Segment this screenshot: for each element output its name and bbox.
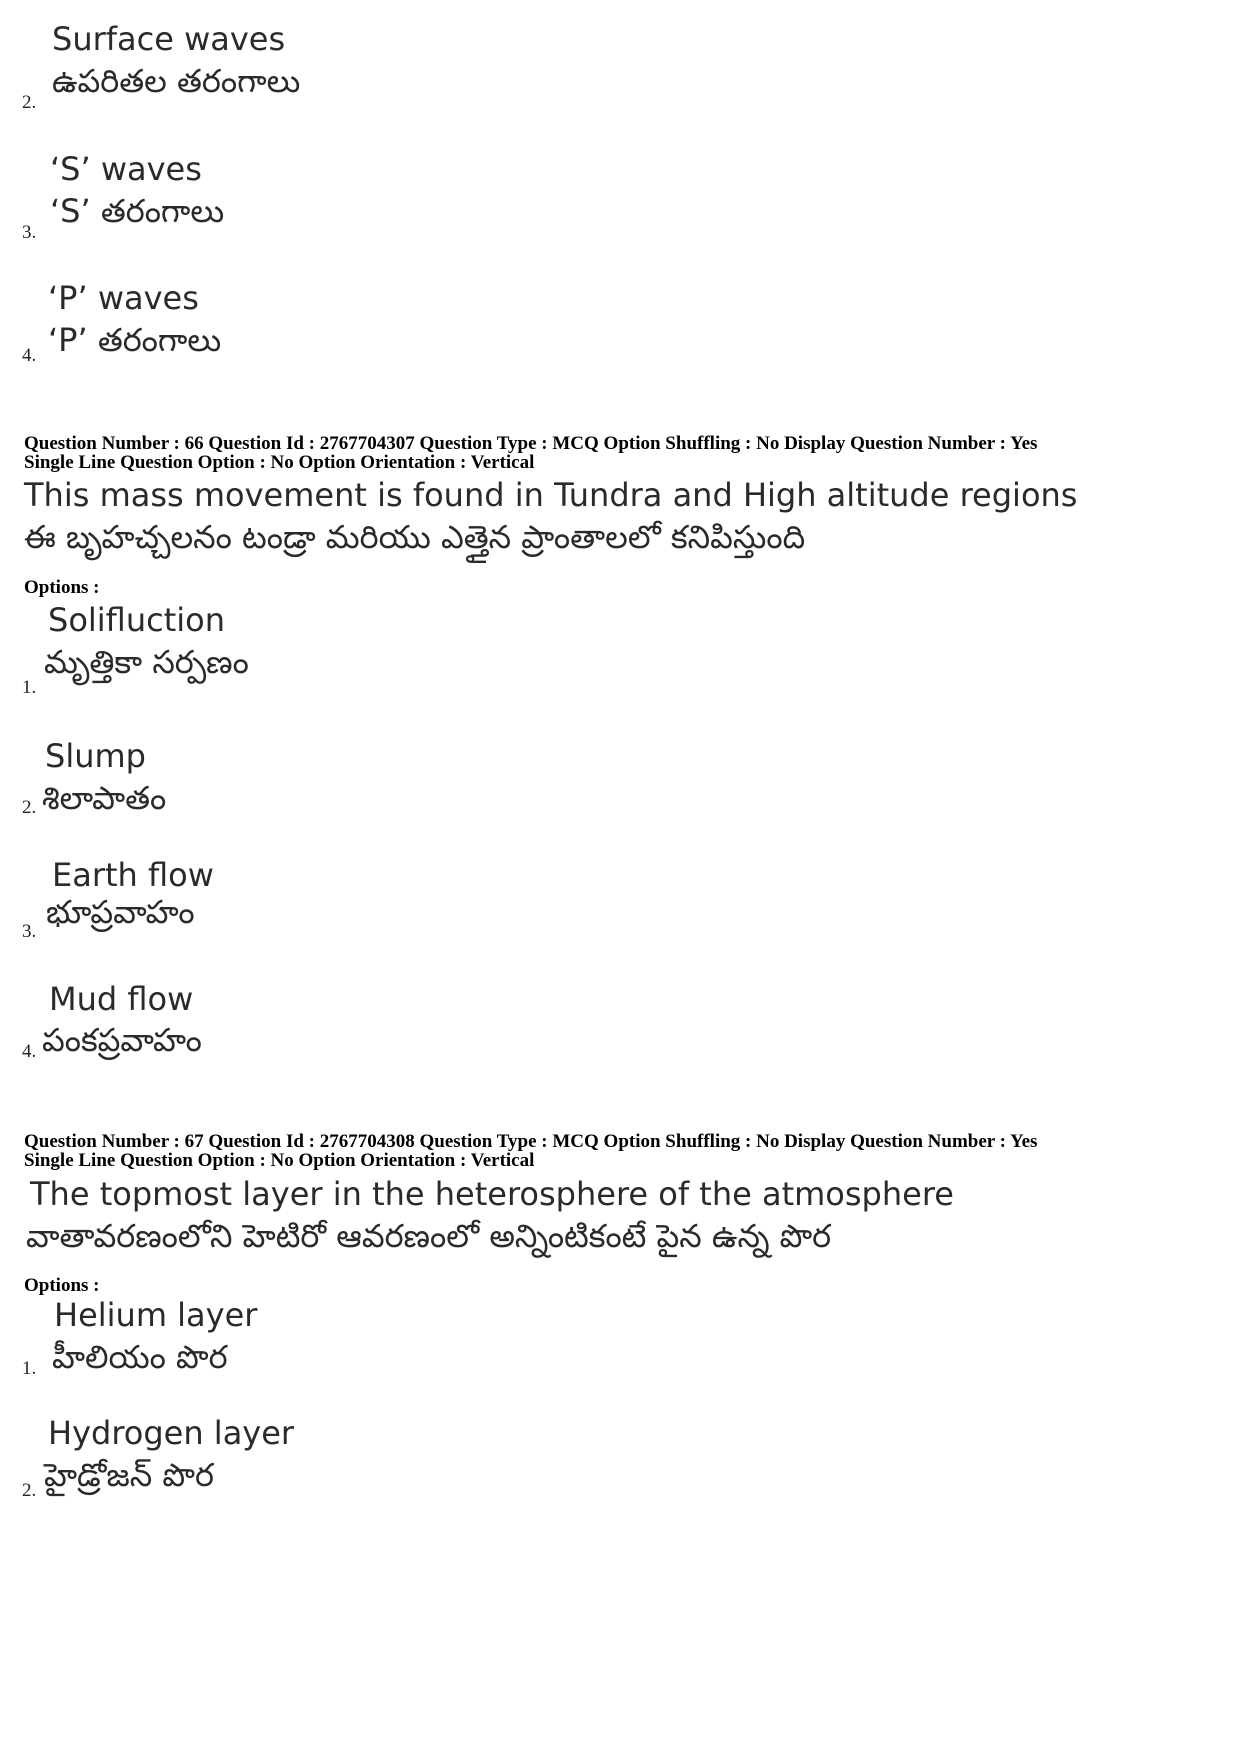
- option-number: 3.: [22, 921, 37, 942]
- option-number: 2.: [22, 797, 37, 818]
- option-number: 4.: [22, 345, 37, 366]
- option-number: 1.: [22, 677, 37, 698]
- option-text-english: Hydrogen layer: [48, 1414, 295, 1452]
- option-number: 1.: [22, 1358, 37, 1379]
- option-text-english: Solifluction: [48, 601, 225, 639]
- question-text-english: The topmost layer in the heterosphere of the atmosphere: [30, 1175, 954, 1213]
- question-meta-line-1: Question Number : 66 Question Id : 2767704307 Question Type : MCQ Option Shuffling : No Display Question Number : Yes: [24, 433, 1038, 454]
- option-text-telugu: భూప్రవాహం: [46, 893, 195, 931]
- question-text-english: This mass movement is found in Tundra and High altitude regions: [24, 476, 1078, 514]
- option-text-english: Helium layer: [54, 1296, 258, 1334]
- option-text-english: ‘P’ waves: [48, 279, 199, 317]
- option-text-telugu: ఉపరితల తరంగాలు: [52, 62, 301, 100]
- option-text-telugu: ‘S’ తరంగాలు: [50, 192, 225, 230]
- option-text-telugu: ‘P’ తరంగాలు: [48, 321, 222, 359]
- option-number: 2.: [22, 92, 37, 113]
- option-text-english: Earth flow: [52, 856, 214, 894]
- question-meta-line-2: Single Line Question Option : No Option Orientation : Vertical: [24, 1150, 535, 1171]
- options-label: Options :: [24, 1275, 100, 1296]
- option-text-english: Mud flow: [49, 980, 194, 1018]
- option-text-telugu: పంకప్రవాహం: [42, 1021, 202, 1059]
- option-number: 2.: [22, 1480, 37, 1501]
- option-number: 3.: [22, 222, 37, 243]
- question-text-telugu: వాతావరణంలోని హెటిరో ఆవరణంలో అన్నింటికంటే పైన ఉన్న పొర: [26, 1217, 832, 1255]
- option-text-telugu: హీలియం పొర: [52, 1338, 228, 1376]
- option-text-telugu: హైడ్రోజన్ పొర: [44, 1456, 214, 1494]
- options-label: Options :: [24, 577, 100, 598]
- option-text-english: Surface waves: [52, 20, 286, 58]
- question-meta-line-1: Question Number : 67 Question Id : 2767704308 Question Type : MCQ Option Shuffling : No Display Question Number : Yes: [24, 1131, 1038, 1152]
- option-text-telugu: మృత్తికా సర్పణం: [44, 643, 249, 681]
- option-text-english: Slump: [45, 737, 146, 775]
- option-text-telugu: శిలాపాతం: [42, 779, 167, 817]
- option-number: 4.: [22, 1041, 37, 1062]
- question-text-telugu: ఈ బృహచ్చలనం టండ్రా మరియు ఎత్తైన ప్రాంతాలలో కనిపిస్తుంది: [24, 518, 806, 556]
- question-meta-line-2: Single Line Question Option : No Option Orientation : Vertical: [24, 452, 535, 473]
- option-text-english: ‘S’ waves: [50, 150, 202, 188]
